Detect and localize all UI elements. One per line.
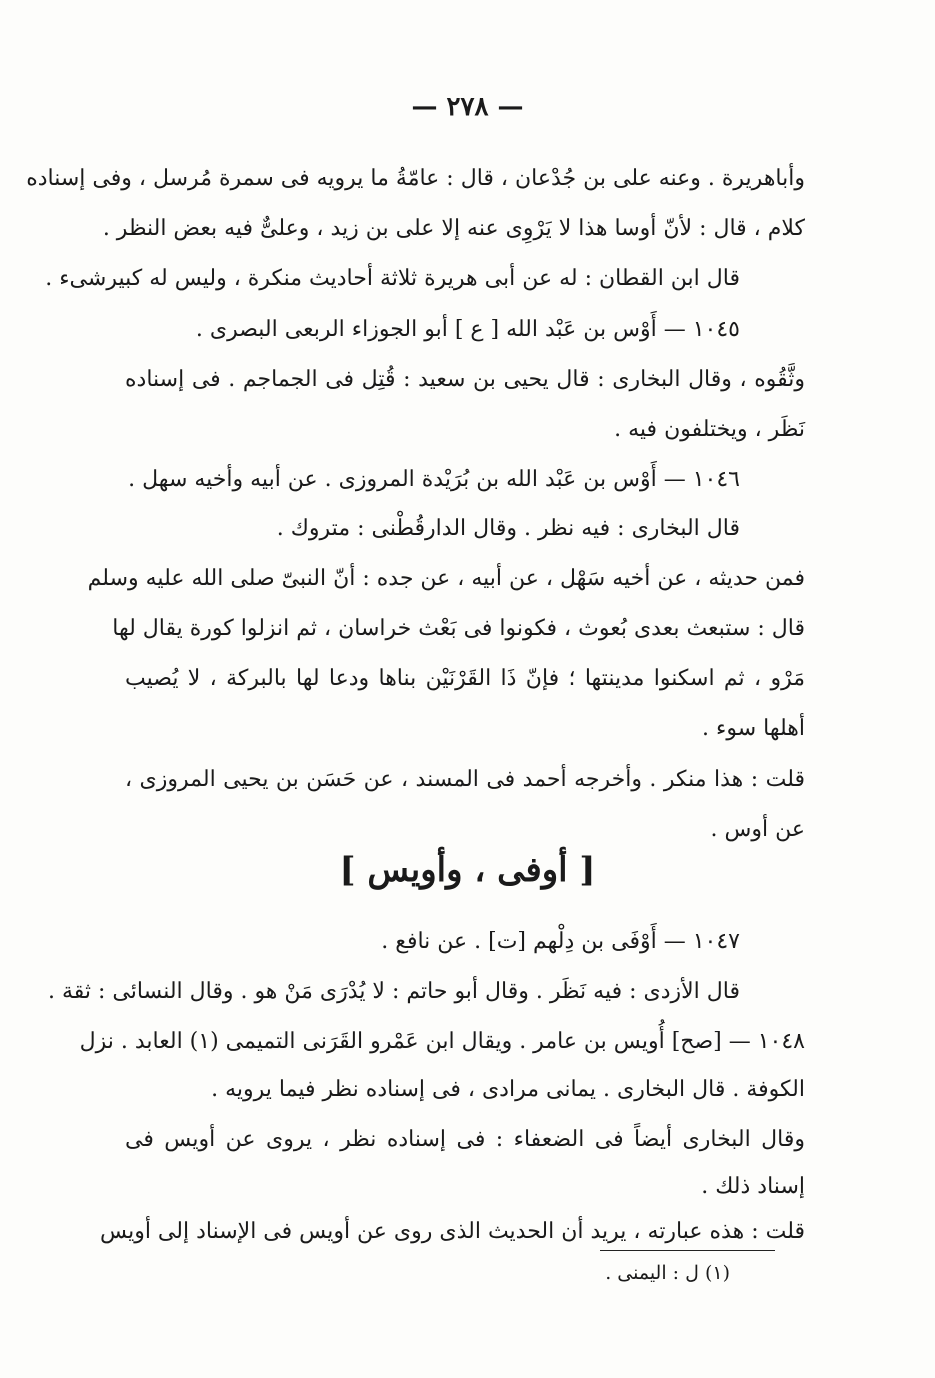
text-line: عن أوس . [710, 817, 805, 842]
entry-1048-heading: ١٠٤٨ — [صح] أُويس بن عامر . ويقال ابن عَمْرو القَرَنى التميمى (١) العابد . نزل [79, 1029, 805, 1054]
text-line: وقال البخارى أيضاً فى الضعفاء : فى إسناده نظر ، يروى عن أويس فى [125, 1127, 805, 1152]
text-line: وثَّقُوه ، وقال البخارى : قال يحيى بن سعيد : قُتِل فى الجماجم . فى إسناده [125, 367, 805, 392]
text-line: نَظَر ، ويختلفون فيه . [614, 417, 805, 442]
text-line: مَرْو ، ثم اسكنوا مدينتها ؛ فإنّ ذَا القَرْنَيْن بناها ودعا لها بالبركة ، لا يُصيب [125, 666, 805, 691]
text-line: قلت : هذا منكر . وأخرجه أحمد فى المسند ، عن حَسَن بن يحيى المروزى ، [125, 767, 805, 792]
text-line: قال البخارى : فيه نظر . وقال الدارقُطْنى : متروك . [276, 516, 740, 541]
text-line: أهلها سوء . [702, 716, 805, 741]
text-line: قال الأزدى : فيه نَظَر . وقال أبو حاتم : لا يُدْرَى مَنْ هو . وقال النسائى : ثقة . [47, 979, 740, 1004]
text-line: إسناد ذلك . [701, 1174, 805, 1199]
page-number: — ٢٧٨ — [411, 92, 524, 122]
text-line: قال : ستبعث بعدى بُعوث ، فكونوا فى بَعْث خراسان ، ثم انزلوا كورة يقال لها [112, 616, 805, 641]
entry-1045-heading: ١٠٤٥ — أَوْس بن عَبْد الله [ ع ] أبو الجوزاء الربعى البصرى . [195, 317, 740, 342]
text-line: قال ابن القطان : له عن أبى هريرة ثلاثة أحاديث منكرة ، وليس له كبيرشىء . [45, 266, 740, 291]
text-line: الكوفة . قال البخارى . يمانى مرادى ، فى إسناده نظر فيما يرويه . [211, 1077, 805, 1102]
text-line: كلام ، قال : لأنّ أوسا هذا لا يَرْوِى عنه إلا على بن زيد ، وعلىٌّ فيه بعض النظر . [102, 216, 805, 241]
text-line: قلت : هذه عبارته ، يريد أن الحديث الذى روى عن أويس فى الإسناد إلى أويس [100, 1219, 805, 1244]
entry-1047-heading: ١٠٤٧ — أَوْفَى بن دِلْهم [ت] . عن نافع . [381, 929, 740, 954]
footnote-divider [600, 1250, 775, 1251]
section-heading: [ أوفى ، وأويس ] [339, 850, 596, 890]
text-line: وأباهريرة . وعنه على بن جُدْعان ، قال : عامّةُ ما يرويه فى سمرة مُرسل ، وفى إسناده [26, 166, 805, 191]
entry-1046-heading: ١٠٤٦ — أَوْس بن عَبْد الله بن بُرَيْدة المروزى . عن أبيه وأخيه سهل . [128, 467, 740, 492]
text-line: فمن حديثه ، عن أخيه سَهْل ، عن أبيه ، عن جده : أنّ النبىّ صلى الله عليه وسلم [87, 566, 805, 591]
footnote: (١) ل : اليمنى . [605, 1262, 730, 1284]
